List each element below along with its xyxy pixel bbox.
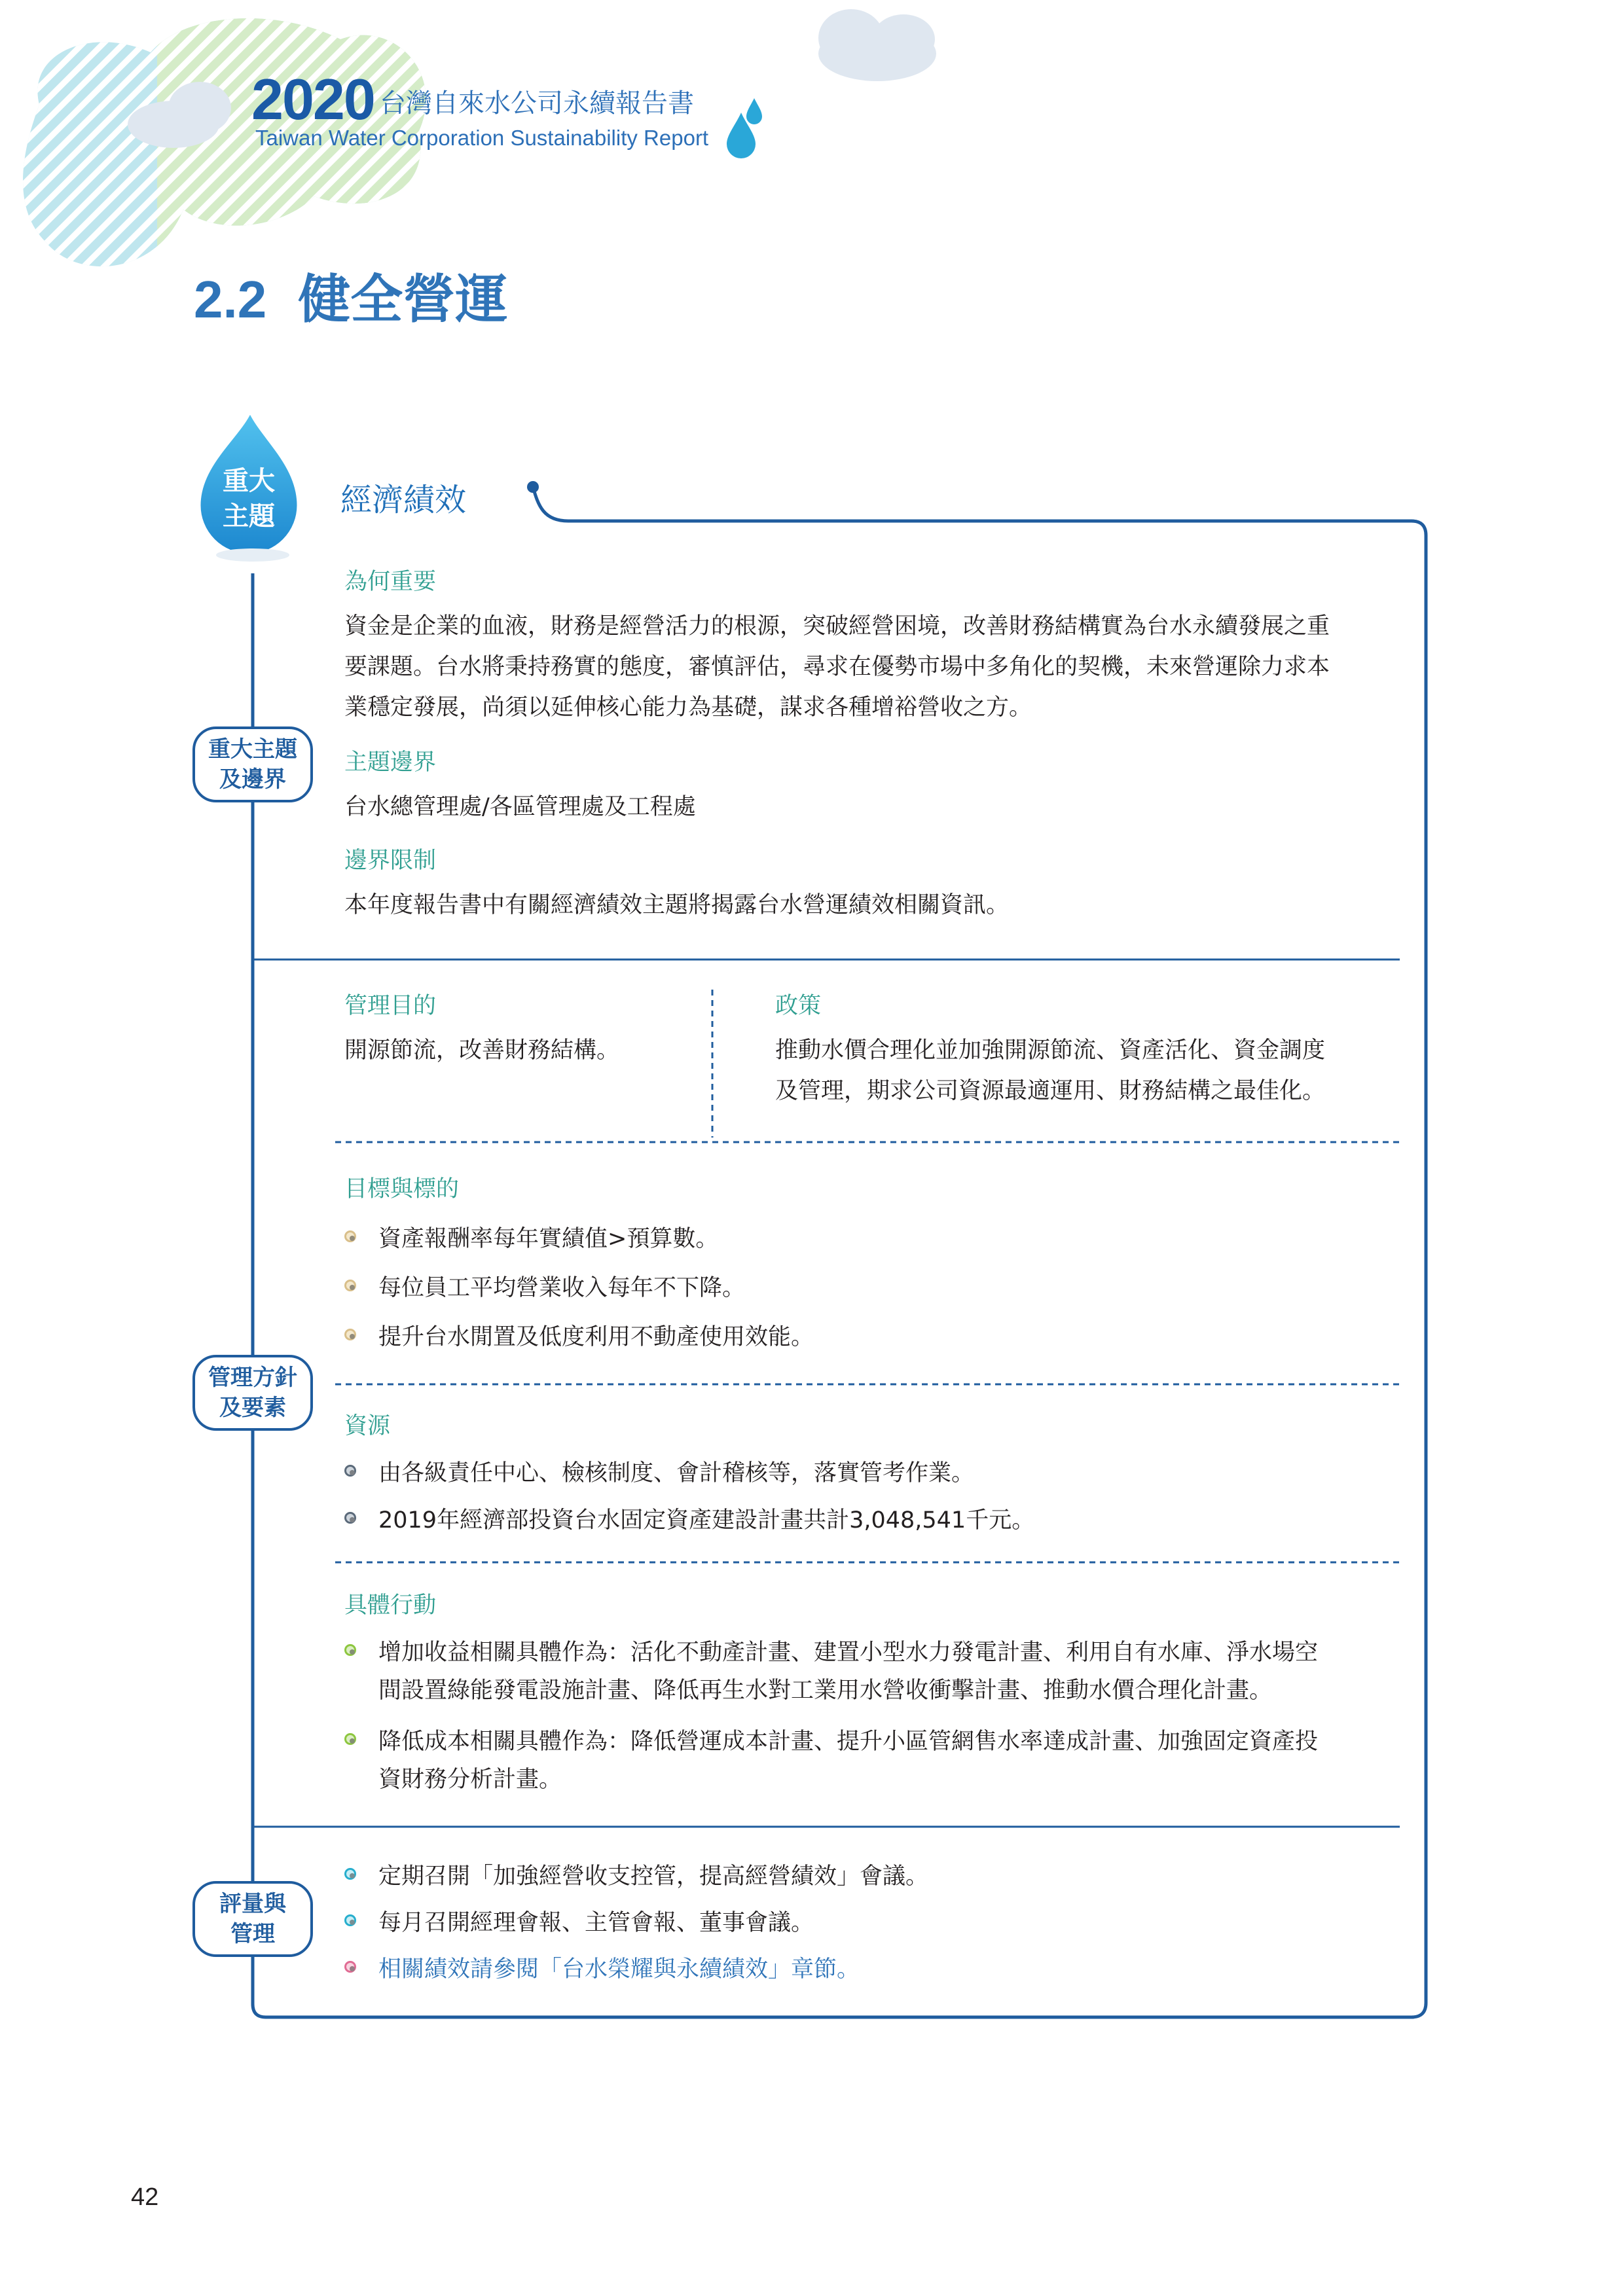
bullet-icon <box>344 1329 356 1340</box>
report-year: 2020 <box>251 67 374 132</box>
bullet-icon <box>344 1512 356 1524</box>
why-important-heading: 為何重要 <box>344 569 437 595</box>
list-item-text: 提升台水閒置及低度利用不動產使用效能。 <box>378 1324 814 1350</box>
policy-heading: 政策 <box>775 993 822 1019</box>
paragraph-line: 推動水價合理化並加強開源節流、資產活化、資金調度 <box>775 1037 1326 1064</box>
list-item <box>344 1634 1318 1710</box>
list-item <box>344 1318 814 1356</box>
topic-label: 經濟績效 <box>340 482 467 518</box>
topic-badge <box>196 463 301 534</box>
section-name: 健全營運 <box>298 269 508 330</box>
policy-text <box>775 1030 1325 1111</box>
side-label-line: 及要素 <box>219 1395 286 1421</box>
list-item-text: 2019年經濟部投資台水固定資產建設計畫共計3,048,541千元。 <box>378 1507 1035 1534</box>
why-important-text <box>344 606 1330 728</box>
list-item <box>344 1904 814 1942</box>
report-title-en: Taiwan Water Corporation Sustainability Report <box>255 126 709 150</box>
side-label-boundary <box>192 726 313 802</box>
actions-heading: 具體行動 <box>344 1592 437 1619</box>
list-item <box>344 1454 974 1492</box>
paragraph-line: 及管理，期求公司資源最適運用、財務結構之最佳化。 <box>775 1078 1326 1104</box>
side-label-line: 評量與 <box>219 1891 286 1917</box>
performance-link[interactable] <box>344 1950 860 1988</box>
list-item <box>344 1857 928 1895</box>
management-goal-heading: 管理目的 <box>344 993 437 1019</box>
bullet-icon <box>344 1465 356 1477</box>
boundary-limit-text: 本年度報告書中有關經濟績效主題將揭露台水營運績效相關資訊。 <box>344 892 1010 918</box>
side-label-line: 重大主題 <box>208 736 297 762</box>
paragraph-line: 業穩定發展，尚須以延伸核心能力為基礎，謀求各種增裕營收之方。 <box>344 694 1032 721</box>
side-label-management <box>192 1355 313 1431</box>
paragraph-line: 要課題。台水將秉持務實的態度，審慎評估，尋求在優勢市場中多角化的契機，未來營運除力求本 <box>344 654 1330 680</box>
bullet-icon <box>344 1733 356 1745</box>
list-item <box>344 1723 1318 1799</box>
bullet-icon <box>344 1868 356 1880</box>
targets-heading: 目標與標的 <box>344 1176 460 1202</box>
topic-boundary-heading: 主題邊界 <box>344 749 437 776</box>
resources-heading: 資源 <box>344 1413 391 1439</box>
list-item-text: 每位員工平均營業收入每年不下降。 <box>378 1275 746 1301</box>
bullet-icon <box>344 1280 356 1291</box>
page-number: 42 <box>131 2183 159 2211</box>
section-number: 2.2 <box>194 270 267 329</box>
bullet-icon <box>344 1230 356 1242</box>
list-item-text: 間設置綠能發電設施計畫、降低再生水對工業用水營收衝擊計畫、推動水價合理化計畫。 <box>378 1677 1273 1704</box>
list-item <box>344 1501 1034 1539</box>
management-goal-text: 開源節流，改善財務結構。 <box>344 1037 620 1064</box>
list-item <box>344 1269 745 1307</box>
side-label-line: 管理方針 <box>208 1365 297 1391</box>
topic-badge-line1: 重大 <box>223 466 275 496</box>
bullet-icon <box>344 1961 356 1973</box>
list-item <box>344 1220 718 1258</box>
report-title-zh: 台灣自來水公司永續報告書 <box>380 88 694 118</box>
boundary-limit-heading: 邊界限制 <box>344 848 437 874</box>
side-label-line: 管理 <box>230 1921 275 1947</box>
paragraph-line: 資金是企業的血液，財務是經營活力的根源，突破經營困境，改善財務結構實為台水永續發展之重 <box>344 613 1330 639</box>
list-item-text: 定期召開「加強經營收支控管，提高經營績效」會議。 <box>378 1863 929 1890</box>
topic-boundary-text: 台水總管理處/各區管理處及工程處 <box>344 794 696 820</box>
link-text[interactable]: 相關績效請參閱「台水榮耀與永續績效」章節。 <box>378 1956 860 1982</box>
list-item-text: 資財務分析計畫。 <box>378 1767 562 1793</box>
list-item-text: 由各級責任中心、檢核制度、會計稽核等，落實管考作業。 <box>378 1460 975 1486</box>
list-item-text: 每月召開經理會報、主管會報、董事會議。 <box>378 1910 814 1936</box>
list-item-text: 降低成本相關具體作為：降低營運成本計畫、提升小區管網售水率達成計畫、加強固定資產投 <box>378 1729 1319 1755</box>
bullet-icon <box>344 1644 356 1656</box>
list-item-text: 增加收益相關具體作為：活化不動產計畫、建置小型水力發電計畫、利用自有水庫、淨水場空 <box>378 1640 1319 1666</box>
side-label-evaluation <box>192 1881 313 1957</box>
side-label-line: 及邊界 <box>219 766 286 793</box>
topic-badge-line2: 主題 <box>223 501 275 531</box>
bullet-icon <box>344 1914 356 1926</box>
list-item-text: 資產報酬率每年實績值>預算數。 <box>378 1226 719 1252</box>
